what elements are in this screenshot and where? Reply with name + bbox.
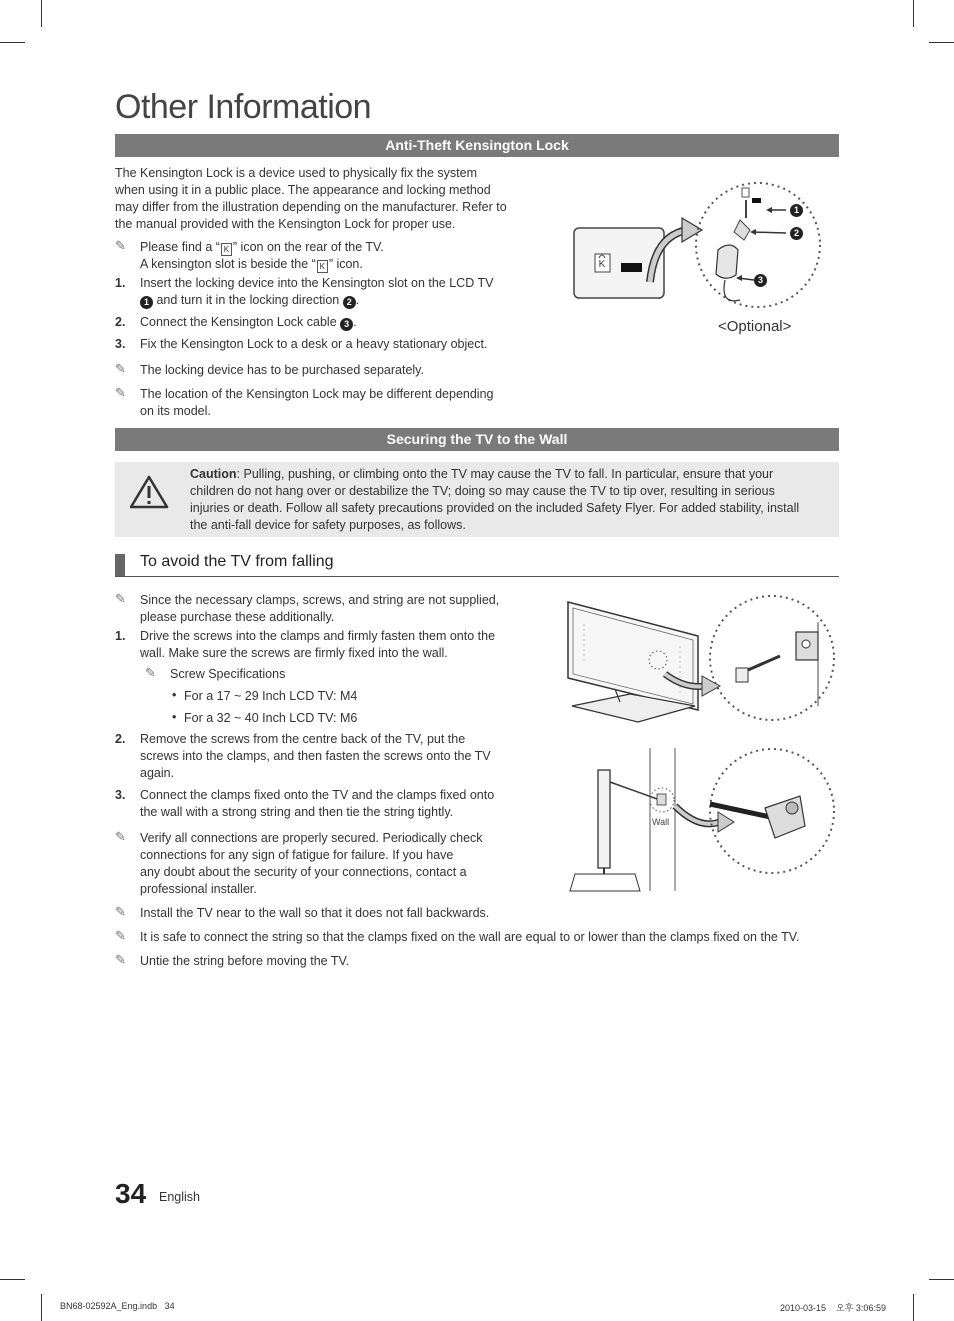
caution-text: Caution: Pulling, pushing, or climbing onto the TV may cause the TV to fall. In particular, ensure that your children do not hang over or destabilize the TV; doing so may cause the TV to tip over, resulting in serious injuries or death. Follow all safety precautions provided on the included Safety Flyer. For added stability, install the anti-fall device for safety purposes, as follows. xyxy=(190,467,800,532)
intro-line: when using it in a public place. The appearance and locking method xyxy=(115,183,491,197)
step-number: 3. xyxy=(115,337,126,351)
kensington-intro xyxy=(115,165,535,233)
pencil-note-icon: ✎ xyxy=(115,829,126,844)
crop-mark xyxy=(0,1279,25,1280)
pencil-note-icon: ✎ xyxy=(115,361,126,376)
footer-timestamp: 2010-03-15 오후 3:06:59 xyxy=(780,1303,886,1313)
tv-wall-string-illustration xyxy=(560,746,840,896)
warning-triangle-icon xyxy=(129,474,169,510)
section-header-kensington: Anti-Theft Kensington Lock xyxy=(115,134,839,157)
crop-mark xyxy=(913,1294,914,1321)
kensington-icon: K xyxy=(221,243,232,256)
kensington-icon: K xyxy=(317,260,328,273)
caution-box xyxy=(115,462,839,537)
kensington-step-1: Insert the locking device into the Kensington slot on the LCD TV 1 and turn it in the locking direction 2 . xyxy=(140,276,494,307)
wall-step-2: Remove the screws from the centre back of the TV, put the screws into the clamps, and then fasten the screws onto the TV again. xyxy=(140,732,491,780)
marker-3-icon: 3 xyxy=(340,318,353,331)
crop-mark xyxy=(929,42,954,43)
intro-line: the manual provided with the Kensington Lock for proper use. xyxy=(115,217,456,231)
kensington-step-3: Fix the Kensington Lock to a desk or a heavy stationary object. xyxy=(140,337,488,351)
screw-spec-label: Screw Specifications xyxy=(170,667,286,681)
kensington-note-2: The locking device has to be purchased separately. xyxy=(140,363,424,377)
crop-mark xyxy=(913,0,914,27)
kensington-note-1: Please find a “ K ” icon on the rear of the TV. A kensington slot is beside the “ K ” icon. xyxy=(140,240,384,271)
screw-spec-item: For a 17 ~ 29 Inch LCD TV: M4 xyxy=(184,689,358,703)
section-header-wall: Securing the TV to the Wall xyxy=(115,428,839,451)
page-number: 34 xyxy=(115,1178,147,1209)
pencil-note-icon: ✎ xyxy=(145,665,156,680)
kensington-lock-illustration xyxy=(570,170,840,320)
kensington-note-3: The location of the Kensington Lock may be different depending on its model. xyxy=(140,387,494,418)
bullet-icon: • xyxy=(172,710,177,724)
pencil-note-icon: ✎ xyxy=(115,904,126,919)
intro-line: The Kensington Lock is a device used to physically fix the system xyxy=(115,166,477,180)
pencil-note-icon: ✎ xyxy=(115,928,126,943)
marker-1-icon: 1 xyxy=(140,296,153,309)
crop-mark xyxy=(929,1279,954,1280)
wall-step-1: Drive the screws into the clamps and firmly fasten them onto the wall. Make sure the screws are firmly fixed into the wall. xyxy=(140,629,496,660)
wall-note-2: Verify all connections are properly secured. Periodically check connections for any sign of fatigue for failure. If you have any doubt about the security of your connections, contact a professional installer. xyxy=(140,831,483,896)
optional-label: <Optional> xyxy=(718,318,792,335)
footer-language: English xyxy=(159,1190,200,1204)
crop-mark xyxy=(0,42,25,43)
screw-spec-item: For a 32 ~ 40 Inch LCD TV: M6 xyxy=(184,711,358,725)
pencil-note-icon: ✎ xyxy=(115,952,126,967)
step-number: 1. xyxy=(115,629,126,643)
wall-note-5: Untie the string before moving the TV. xyxy=(140,954,350,968)
subheading-marker xyxy=(115,554,125,576)
step-number: 2. xyxy=(115,732,126,746)
marker-2-icon: 2 xyxy=(343,296,356,309)
marker-3-icon: 3 xyxy=(754,274,767,287)
bullet-icon: • xyxy=(172,688,177,702)
crop-mark xyxy=(41,0,42,27)
wall-step-3: Connect the clamps fixed onto the TV and the clamps fixed onto the wall with a strong string and then tie the string tightly. xyxy=(140,788,495,819)
subheading-title: To avoid the TV from falling xyxy=(140,553,334,570)
wall-note-1: Since the necessary clamps, screws, and string are not supplied, please purchase these additionally. xyxy=(140,593,500,624)
step-number: 3. xyxy=(115,788,126,802)
tv-clamp-illustration xyxy=(560,594,840,744)
footer-file-name: BN68-02592A_Eng.indb 34 xyxy=(60,1301,175,1311)
step-number: 1. xyxy=(115,276,126,290)
marker-1-icon: 1 xyxy=(790,204,803,217)
subheading xyxy=(115,553,839,577)
kensington-step-2: Connect the Kensington Lock cable 3 . xyxy=(140,315,357,329)
pencil-note-icon: ✎ xyxy=(115,385,126,400)
page-title: Other Information xyxy=(115,88,372,126)
intro-line: may differ from the illustration depending on the manufacturer. Refer to xyxy=(115,200,507,214)
wall-note-4: It is safe to connect the string so that the clamps fixed on the wall are equal to or lower than the clamps fixed on the TV. xyxy=(140,930,800,944)
marker-2-icon: 2 xyxy=(790,227,803,240)
pencil-note-icon: ✎ xyxy=(115,591,126,606)
pencil-note-icon: ✎ xyxy=(115,238,126,253)
wall-label: Wall xyxy=(652,817,670,827)
kensington-icon: K xyxy=(598,259,606,270)
step-number: 2. xyxy=(115,315,126,329)
crop-mark xyxy=(41,1294,42,1321)
wall-note-3: Install the TV near to the wall so that it does not fall backwards. xyxy=(140,906,490,920)
